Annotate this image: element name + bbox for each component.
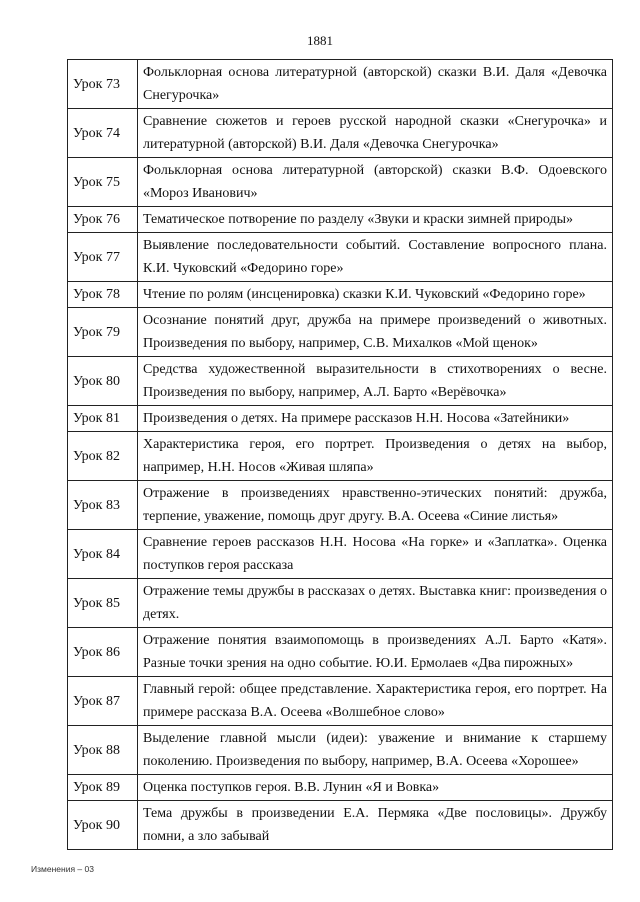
table-row bbox=[68, 677, 613, 726]
table-row bbox=[68, 801, 613, 850]
lesson-number: Урок 73 bbox=[68, 60, 138, 109]
lesson-topic: Выявление последовательности событий. Составление вопросного плана. К.И. Чуковский «Федорино горе» bbox=[138, 233, 613, 282]
table-row bbox=[68, 207, 613, 233]
lesson-topic: Тема дружбы в произведении Е.А. Пермяка «Две пословицы». Дружбу помни, а зло забывай bbox=[138, 801, 613, 850]
lesson-number: Урок 84 bbox=[68, 530, 138, 579]
table-row bbox=[68, 357, 613, 406]
lesson-number: Урок 85 bbox=[68, 579, 138, 628]
lesson-number: Урок 89 bbox=[68, 775, 138, 801]
lesson-number: Урок 82 bbox=[68, 432, 138, 481]
table-row bbox=[68, 158, 613, 207]
lesson-topic: Фольклорная основа литературной (авторской) сказки В.Ф. Одоевского «Мороз Иванович» bbox=[138, 158, 613, 207]
lessons-table bbox=[67, 59, 613, 850]
lesson-topic: Главный герой: общее представление. Характеристика героя, его портрет. На примере рассказа В.А. Осеева «Волшебное слово» bbox=[138, 677, 613, 726]
lesson-topic: Тематическое потворение по разделу «Звуки и краски зимней природы» bbox=[138, 207, 613, 233]
lesson-topic: Сравнение сюжетов и героев русской народной сказки «Снегурочка» и литературной (авторской) В.И. Даля «Девочка Снегурочка» bbox=[138, 109, 613, 158]
lesson-topic: Сравнение героев рассказов Н.Н. Носова «На горке» и «Заплатка». Оценка поступков героя рассказа bbox=[138, 530, 613, 579]
lesson-number: Урок 79 bbox=[68, 308, 138, 357]
lessons-table-body bbox=[68, 60, 613, 850]
lesson-number: Урок 88 bbox=[68, 726, 138, 775]
table-row bbox=[68, 109, 613, 158]
lesson-number: Урок 87 bbox=[68, 677, 138, 726]
lesson-topic: Выделение главной мысли (идеи): уважение и внимание к старшему поколению. Произведения по выбору, например, В.А. Осеева «Хорошее» bbox=[138, 726, 613, 775]
table-row bbox=[68, 481, 613, 530]
lesson-topic: Чтение по ролям (инсценировка) сказки К.И. Чуковский «Федорино горе» bbox=[138, 282, 613, 308]
table-row bbox=[68, 233, 613, 282]
table-row bbox=[68, 530, 613, 579]
lesson-number: Урок 86 bbox=[68, 628, 138, 677]
lesson-topic: Произведения о детях. На примере рассказов Н.Н. Носова «Затейники» bbox=[138, 406, 613, 432]
lesson-number: Урок 78 bbox=[68, 282, 138, 308]
lesson-number: Урок 83 bbox=[68, 481, 138, 530]
lesson-number: Урок 80 bbox=[68, 357, 138, 406]
table-row bbox=[68, 775, 613, 801]
lesson-number: Урок 77 bbox=[68, 233, 138, 282]
lesson-topic: Характеристика героя, его портрет. Произведения о детях на выбор, например, Н.Н. Носов «Живая шляпа» bbox=[138, 432, 613, 481]
table-row bbox=[68, 726, 613, 775]
table-row bbox=[68, 432, 613, 481]
lesson-topic: Отражение темы дружбы в рассказах о детях. Выставка книг: произведения о детях. bbox=[138, 579, 613, 628]
lesson-topic: Оценка поступков героя. В.В. Лунин «Я и Вовка» bbox=[138, 775, 613, 801]
lesson-number: Урок 74 bbox=[68, 109, 138, 158]
lesson-number: Урок 90 bbox=[68, 801, 138, 850]
footer-revision-note: Изменения – 03 bbox=[31, 864, 94, 874]
page-number: 1881 bbox=[307, 33, 333, 48]
table-row bbox=[68, 628, 613, 677]
lesson-topic: Отражение в произведениях нравственно-этических понятий: дружба, терпение, уважение, помощь друг другу. В.А. Осеева «Синие листья» bbox=[138, 481, 613, 530]
lesson-topic: Отражение понятия взаимопомощь в произведениях А.Л. Барто «Катя». Разные точки зрения на одно событие. Ю.И. Ермолаев «Два пирожных» bbox=[138, 628, 613, 677]
table-row bbox=[68, 579, 613, 628]
table-row bbox=[68, 60, 613, 109]
lesson-topic: Осознание понятий друг, дружба на примере произведений о животных. Произведения по выбору, например, С.В. Михалков «Мой щенок» bbox=[138, 308, 613, 357]
lesson-number: Урок 76 bbox=[68, 207, 138, 233]
table-row bbox=[68, 406, 613, 432]
lesson-topic: Фольклорная основа литературной (авторской) сказки В.И. Даля «Девочка Снегурочка» bbox=[138, 60, 613, 109]
table-row bbox=[68, 308, 613, 357]
lesson-topic: Средства художественной выразительности в стихотворениях о весне. Произведения по выбору, например, А.Л. Барто «Верёвочка» bbox=[138, 357, 613, 406]
lesson-number: Урок 75 bbox=[68, 158, 138, 207]
lesson-number: Урок 81 bbox=[68, 406, 138, 432]
table-row bbox=[68, 282, 613, 308]
